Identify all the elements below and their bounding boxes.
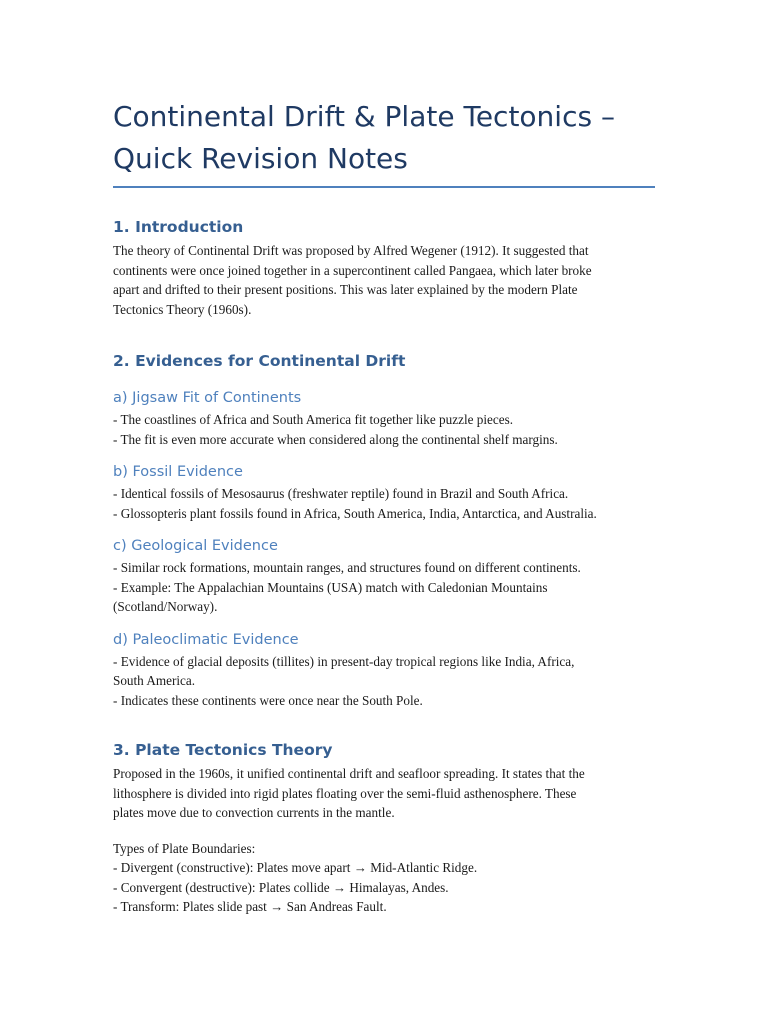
list-item: - The fit is even more accurate when considered along the continental shelf margins. [113,431,558,447]
text-line: continents were once joined together in a supercontinent called Pangaea, which later broke [113,262,592,278]
paleoclimatic-list [113,652,655,711]
subheading-geological-evidence: c) Geological Evidence [113,538,278,554]
subheading-paleoclimatic-evidence: d) Paleoclimatic Evidence [113,631,299,648]
plate-boundaries-list [113,839,655,917]
list-item: - Indicates these continents were once near the South Pole. [113,692,423,708]
list-item: - Convergent (destructive): Plates collide → Himalayas, Andes. [113,879,449,895]
title-line: Continental Drift & Plate Tectonics – [113,100,615,133]
document-title [113,96,655,188]
list-item: - Identical fossils of Mesosaurus (freshwater reptile) found in Brazil and South Africa. [113,486,569,501]
subheading-fossil-evidence: b) Fossil Evidence [113,464,243,480]
text-line: plates move due to convection currents in the mantle. [113,805,395,820]
subheading-jigsaw-fit: a) Jigsaw Fit of Continents [113,390,302,406]
section-heading-evidences: 2. Evidences for Continental Drift [113,352,406,370]
list-item: - Glossopteris plant fossils found in Africa, South America, India, Antarctica, and Australia. [113,505,597,521]
text-line: The theory of Continental Drift was proposed by Alfred Wegener (1912). It suggested that [113,243,589,258]
section-heading-introduction: 1. Introduction [113,218,244,236]
list-item: - Transform: Plates slide past → San Andreas Fault. [113,899,387,914]
list-item: - Example: The Appalachian Mountains (USA) match with Caledonian Mountains [113,579,548,595]
title-line: Quick Revision Notes [113,142,408,175]
list-item: South America. [113,673,196,688]
list-item: (Scotland/Norway). [113,599,218,614]
list-item: - Similar rock formations, mountain ranges, and structures found on different continents. [113,560,581,575]
text-line: Proposed in the 1960s, it unified continental drift and seafloor spreading. It states that the [113,766,585,781]
list-item: - The coastlines of Africa and South America fit together like puzzle pieces. [113,412,514,427]
text-line: lithosphere is divided into rigid plates floating over the semi-fluid asthenosphere. These [113,785,577,801]
fossil-list [113,484,655,523]
text-line: apart and drifted to their present positions. This was later explained by the modern Plate [113,282,578,297]
geological-list [113,558,655,617]
section-heading-plate-tectonics: 3. Plate Tectonics Theory [113,741,333,759]
list-item: - Evidence of glacial deposits (tillites) in present-day tropical regions like India, Africa, [113,653,575,669]
text-line: Tectonics Theory (1960s). [113,301,252,317]
introduction-paragraph [113,241,655,319]
list-heading: Types of Plate Boundaries: [113,840,256,856]
plate-tectonics-paragraph [113,764,655,823]
list-item: - Divergent (constructive): Plates move apart → Mid-Atlantic Ridge. [113,860,478,875]
jigsaw-list [113,410,655,449]
